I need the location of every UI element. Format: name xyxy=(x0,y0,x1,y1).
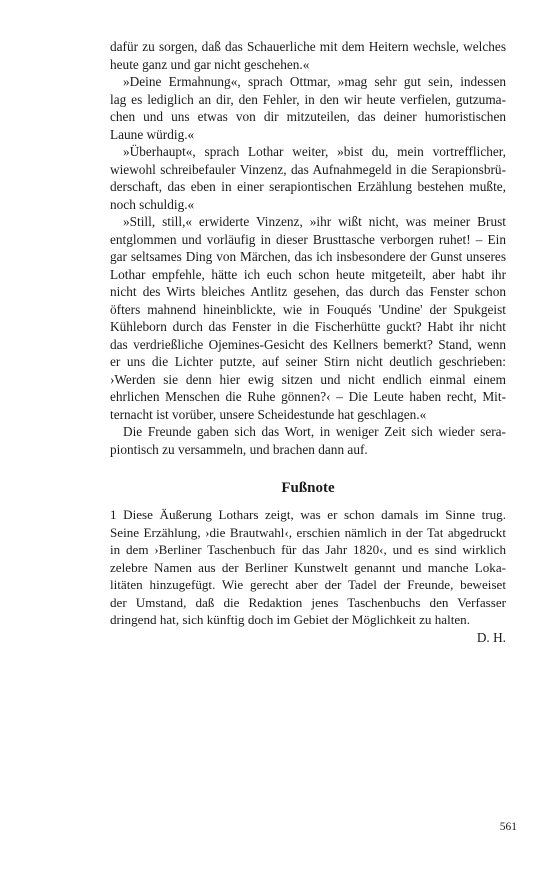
paragraph xyxy=(110,73,506,143)
footnote-line: 1 Diese Äußerung Lothars zeigt, was er schon damals im Sinne trug. xyxy=(110,507,506,522)
text-line: entglommen und vorläufig in dieser Brusttasche verborgen ruhet! – Ein xyxy=(110,231,506,247)
page-number: 561 xyxy=(499,821,517,833)
footnote-line: zelebre Namen aus der Berliner Kunstwelt genannt und manche Loka- xyxy=(110,559,506,575)
text-line: Die Freunde gaben sich das Wort, in weniger Zeit sich wieder sera- xyxy=(123,424,506,439)
footnote-line: dringend hat, sich künftig doch im Gebiet der Möglichkeit zu halten. xyxy=(110,612,470,627)
paragraph xyxy=(110,423,506,458)
footnote-heading: Fußnote xyxy=(281,480,335,496)
text-line: »Deine Ermahnung«, sprach Ottmar, »mag sehr gut sein, indessen xyxy=(123,74,506,89)
main-text xyxy=(110,38,506,458)
footnote-text xyxy=(110,506,506,629)
text-line: ternacht ist vorüber, unsere Scheidestunde hat geschlagen.« xyxy=(110,406,427,422)
text-line: öfters mahnend hineinblickte, wie in Fouqués 'Undine' der Spukgeist xyxy=(110,301,506,317)
text-line: Laune würdig.« xyxy=(110,126,195,142)
text-line: Lothar empfehle, hätte ich euch schon heute mitgeteilt, aber habt ihr xyxy=(110,266,506,282)
text-line: Kühleborn durch das Fenster in die Fischerhütte guckt? Habt ihr nicht xyxy=(110,319,506,334)
footnote-line: in dem ›Berliner Taschenbuch für das Jahr 1820‹, und es sind wirklich xyxy=(110,542,506,557)
text-line: lag es lediglich an dir, den Fehler, in den wir heute verfielen, gutzuma- xyxy=(110,91,506,107)
text-line: ehrlichen Menschen die Ruhe gönnen?‹ – Die Leute haben recht, Mit- xyxy=(110,389,506,404)
footnote-line: Seine Erzählung, ›die Brautwahl‹, erschien nämlich in der Tat abgedruckt xyxy=(110,524,506,540)
footnote-signature: D. H. xyxy=(476,629,506,645)
text-line: derschaft, das eben in einer serapiontischen Erzählung bestehen mußte, xyxy=(110,179,506,194)
paragraph xyxy=(110,38,506,73)
footnote-line: litäten hinzugefügt. Wie gerecht aber der Tadel der Freunde, beweiset xyxy=(110,577,506,592)
text-line: wiewohl schreibefauler Vinzenz, das Aufnahmegeld in die Serapionsbrü- xyxy=(110,161,506,177)
text-line: heute ganz und gar nicht geschehen.« xyxy=(110,56,310,72)
text-line: noch schuldig.« xyxy=(110,196,195,212)
text-line: ›Werden sie denn hier ewig sitzen und nicht endlich einmal einem xyxy=(110,371,506,387)
page-body xyxy=(110,38,506,646)
text-line: »Überhaupt«, sprach Lothar weiter, »bist du, mein vortrefflicher, xyxy=(123,144,506,159)
paragraph xyxy=(110,213,506,423)
text-line: piontisch zu versammeln, und brachen dann auf. xyxy=(110,441,368,457)
text-line: er uns die Lichter putzte, auf seiner Stirn nicht deutlich geschrieben: xyxy=(110,354,506,369)
text-line: chen und uns etwas von dir mitzuteilen, das deiner humoristischen xyxy=(110,109,506,124)
text-line: gar seltsames Ding von Märchen, das ich insbesondere der Gunst unseres xyxy=(110,249,506,264)
footnote-line: der Umstand, daß die Redaktion jenes Taschenbuchs den Verfasser xyxy=(110,594,506,610)
text-line: nicht des Wirts bleiches Antlitz gesehen, das durch das Fenster schon xyxy=(110,284,506,299)
text-line: das verdrießliche Ojemines-Gesicht des Kellners bemerkt? Stand, wenn xyxy=(110,336,506,352)
text-line: »Still, still,« erwiderte Vinzenz, »ihr wißt nicht, was meiner Brust xyxy=(123,214,506,229)
text-line: dafür zu sorgen, daß das Schauerliche mit dem Heitern wechsle, welches xyxy=(110,39,506,54)
paragraph xyxy=(110,143,506,213)
